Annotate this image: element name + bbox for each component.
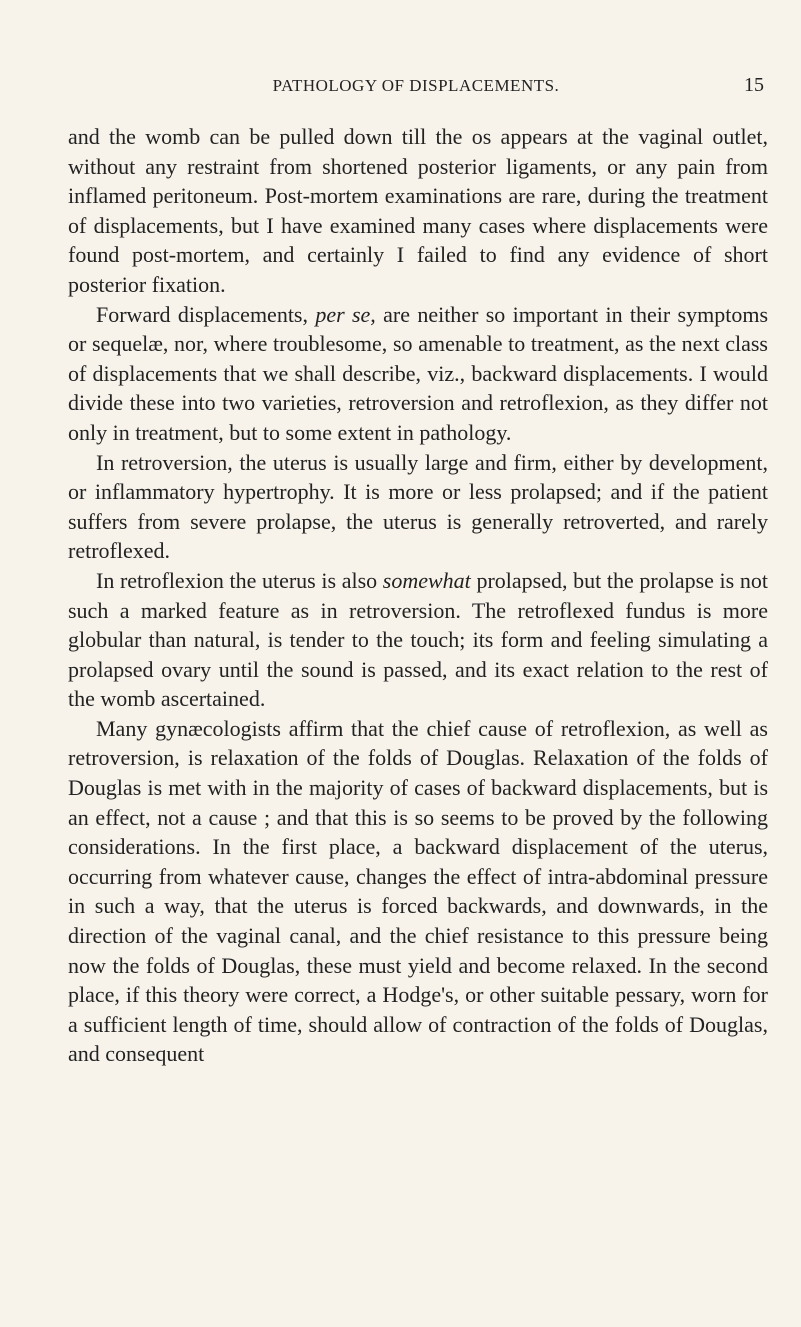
- paragraph-text: In retroversion, the uterus is usually large and firm, either by development, or inflammatory hypertrophy. It is more or less prolapsed; and if the patient suffers from severe prolapse, the uterus is generally retroverted, and rarely retroflexed.: [68, 449, 768, 564]
- italic-phrase: per se,: [315, 301, 376, 327]
- paragraph-text: are neither so important in their symptoms or sequelæ, nor, where troublesome, so amenable to treatment, as the next class of displacements that we shall describe, viz., backward displacements. I would divide these into two varieties, retroversion and retroflexion, as they differ not only in treatment, but to some extent in pathology.: [68, 301, 769, 445]
- paragraph-text: prolapsed, but the prolapse is not such a marked feature as in retroversion. The retroflexed fundus is more globular than natural, is tender to the touch; its form and feeling simulating a prolapsed ovary until the sound is passed, and its exact relation to the rest of the womb ascertained.: [68, 567, 768, 712]
- paragraph-text: In retroflexion the uterus is also: [96, 567, 383, 593]
- running-title: PATHOLOGY OF DISPLACEMENTS.: [272, 76, 560, 95]
- paragraph-5: [68, 714, 768, 1069]
- running-head: [68, 76, 764, 100]
- italic-phrase: somewhat: [382, 567, 471, 593]
- body-text: [68, 122, 768, 1069]
- paragraph-1: [68, 122, 768, 300]
- paragraph-text: Many gynæcologists affirm that the chief cause of retroflexion, as well as retroversion, is relaxation of the folds of Douglas. Relaxation of the folds of Douglas is met with in the majority of cases of backward displacements, but is an effect, not a cause ; and that this is so seems to be proved by the following considerations. In the first place, a backward displacement of the uterus, occurring from whatever cause, changes the effect of intra-abdominal pressure in such a way, that the uterus is forced backwards, and downwards, in the direction of the vaginal canal, and the chief resistance to this pressure being now the folds of Douglas, these must yield and become relaxed. In the second place, if this theory were correct, a Hodge's, or other suitable pessary, worn for a sufficient length of time, should allow of contraction of the folds of Douglas, and consequent: [68, 715, 768, 1067]
- paragraph-text: and the womb can be pulled down till the os appears at the vaginal outlet, without any restraint from shortened posterior ligaments, or any pain from inflamed peritoneum. Post-mortem examinations are rare, during the treatment of displacements, but I have examined many cases where displacements were found post-mortem, and certainly I failed to find any evidence of short posterior fixation.: [68, 124, 768, 297]
- paragraph-2: [68, 300, 768, 448]
- paragraph-4: [68, 566, 768, 714]
- page-number: 15: [744, 74, 764, 96]
- paragraph-text: Forward displacements,: [96, 301, 316, 327]
- paragraph-3: [68, 448, 768, 566]
